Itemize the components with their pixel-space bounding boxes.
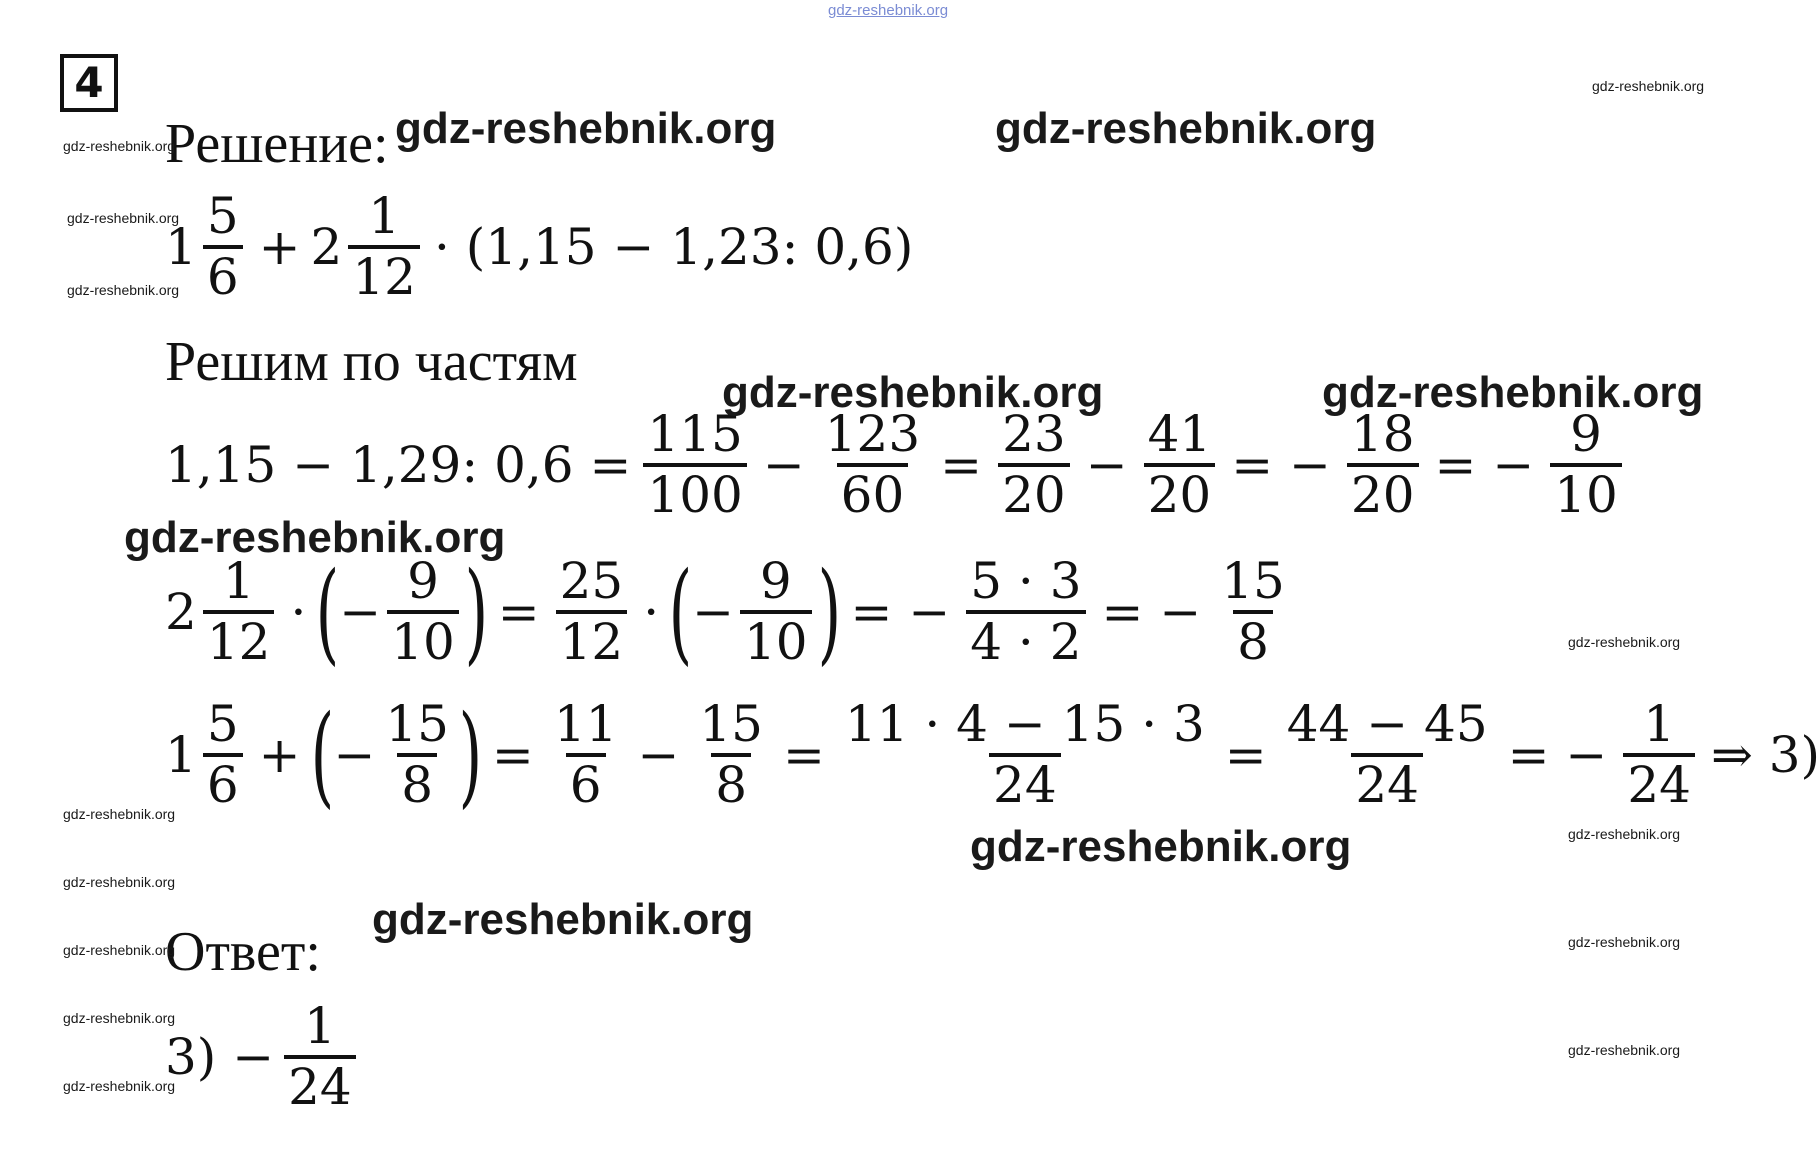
- fraction: [1144, 405, 1216, 524]
- fraction: [556, 552, 628, 671]
- heading-parts: Решим по частям: [165, 331, 578, 393]
- fraction: [284, 997, 356, 1116]
- equals: = −: [1434, 435, 1535, 494]
- fraction: [203, 552, 275, 671]
- numerator: 15: [1221, 552, 1285, 610]
- watermark-small: gdz-reshebnik.org: [63, 874, 176, 890]
- denominator: 24: [284, 1055, 356, 1114]
- numerator: 5: [206, 695, 239, 753]
- numerator: 23: [1002, 405, 1066, 463]
- watermark-small: gdz-reshebnik.org: [63, 806, 176, 822]
- numerator: 1: [222, 552, 255, 610]
- watermark-small: gdz-reshebnik.org: [63, 1010, 176, 1026]
- fraction: [1217, 552, 1289, 671]
- watermark: gdz-reshebnik.org: [995, 104, 1377, 153]
- numerator: 44 − 45: [1286, 695, 1488, 753]
- dot: ·: [290, 582, 307, 641]
- fraction: [821, 405, 924, 524]
- numerator: 11: [553, 695, 618, 753]
- denominator: 8: [711, 753, 751, 812]
- watermark: gdz-reshebnik.org: [970, 822, 1352, 871]
- denominator: 24: [1623, 753, 1695, 812]
- denominator: 10: [1550, 463, 1622, 522]
- problem-number-box: 4: [60, 54, 118, 112]
- fraction: [203, 187, 243, 306]
- plus: +: [258, 725, 301, 784]
- watermark-small: gdz-reshebnik.org: [1568, 826, 1681, 842]
- denominator: 100: [643, 463, 746, 522]
- denominator: 24: [1351, 753, 1423, 812]
- step-line-2: [165, 547, 1295, 676]
- paren-open: (: [668, 547, 693, 676]
- denominator: 12: [203, 610, 275, 669]
- denominator: 20: [998, 463, 1070, 522]
- expression-rest: · (1,15 − 1,23: 0,6): [433, 217, 914, 276]
- operator: −: [1085, 435, 1128, 494]
- numerator: 11 · 4 − 15 · 3: [844, 695, 1205, 753]
- fraction: [1283, 695, 1492, 814]
- numerator: 123: [824, 405, 921, 463]
- watermark-small: gdz-reshebnik.org: [1568, 934, 1681, 950]
- denominator: 6: [566, 753, 606, 812]
- paren-close: ): [458, 690, 483, 819]
- fraction: [203, 695, 243, 814]
- numerator: 18: [1350, 405, 1415, 463]
- fraction: [1550, 405, 1622, 524]
- denominator: 4 · 2: [966, 610, 1085, 669]
- main-expression: [165, 187, 914, 306]
- operator: −: [762, 435, 805, 494]
- dot: ·: [643, 582, 660, 641]
- equals: = −: [1231, 435, 1331, 494]
- numerator: 5 · 3: [970, 552, 1082, 610]
- whole: 2: [165, 582, 197, 641]
- heading-solution: Решение:: [165, 113, 389, 175]
- fraction: [695, 695, 767, 814]
- watermark-small: gdz-reshebnik.org: [67, 282, 180, 298]
- fraction: [966, 552, 1085, 671]
- denominator: 20: [1347, 463, 1419, 522]
- watermark-small: gdz-reshebnik.org: [67, 210, 180, 226]
- paren-close: ): [464, 547, 489, 676]
- denominator: 6: [203, 753, 243, 812]
- minus: −: [692, 582, 734, 641]
- whole-1: 1: [165, 217, 197, 276]
- watermark-small: gdz-reshebnik.org: [1592, 78, 1705, 94]
- numerator: 1: [368, 187, 401, 245]
- numerator: 41: [1147, 405, 1212, 463]
- whole: 1: [165, 725, 197, 784]
- equals: =: [782, 725, 825, 784]
- numerator: 5: [206, 187, 239, 245]
- watermark: gdz-reshebnik.org: [1322, 368, 1704, 417]
- fraction: [1623, 695, 1695, 814]
- numerator: 1: [304, 997, 336, 1055]
- watermark: gdz-reshebnik.org: [722, 368, 1104, 417]
- watermark-small: gdz-reshebnik.org: [1568, 634, 1681, 650]
- denominator: 20: [1144, 463, 1216, 522]
- numerator: 9: [1570, 405, 1602, 463]
- denominator: 60: [837, 463, 909, 522]
- fraction: [998, 405, 1070, 524]
- watermark-small: gdz-reshebnik.org: [1568, 1042, 1681, 1058]
- paren-close: ): [817, 547, 841, 676]
- watermark: gdz-reshebnik.org: [372, 895, 754, 944]
- numerator: 1: [1643, 695, 1676, 753]
- equals: =: [491, 725, 534, 784]
- denominator: 6: [203, 245, 243, 304]
- numerator: 25: [559, 552, 624, 610]
- numerator: 15: [699, 695, 763, 753]
- equals: =: [940, 435, 983, 494]
- equals: = −: [850, 582, 951, 641]
- fraction: [841, 695, 1209, 814]
- numerator: 115: [647, 405, 743, 463]
- watermark: gdz-reshebnik.org: [395, 104, 777, 153]
- fraction: [348, 187, 420, 306]
- denominator: 10: [740, 610, 812, 669]
- step-line-1: [165, 405, 1628, 524]
- equals: = −: [1101, 582, 1202, 641]
- fraction: [740, 552, 812, 671]
- implies-answer: ⇒ 3): [1710, 725, 1820, 784]
- fraction: [1347, 405, 1419, 524]
- watermark: gdz-reshebnik.org: [124, 513, 506, 562]
- operator: −: [637, 725, 680, 784]
- equals: = −: [1507, 725, 1608, 784]
- answer-prefix: 3) −: [165, 1027, 275, 1086]
- operator: +: [258, 217, 301, 276]
- denominator: 8: [1233, 610, 1273, 669]
- watermark-small: gdz-reshebnik.org: [63, 942, 176, 958]
- numerator: 9: [759, 552, 792, 610]
- fraction: [381, 695, 453, 814]
- fraction: [387, 552, 459, 671]
- denominator: 8: [397, 753, 437, 812]
- denominator: 12: [556, 610, 628, 669]
- fraction: [643, 405, 746, 524]
- watermark-small: gdz-reshebnik.org: [63, 138, 176, 154]
- minus: −: [333, 725, 376, 784]
- numerator: 9: [407, 552, 439, 610]
- answer-expression: [165, 997, 362, 1116]
- watermark-small: gdz-reshebnik.org: [63, 1078, 176, 1094]
- equals: =: [497, 582, 540, 641]
- fraction: [550, 695, 622, 814]
- paren-open: (: [316, 547, 340, 676]
- denominator: 10: [387, 610, 459, 669]
- line1-lhs: 1,15 − 1,29: 0,6 =: [165, 435, 632, 494]
- heading-answer: Ответ:: [165, 921, 321, 983]
- denominator: 24: [989, 753, 1061, 812]
- minus: −: [339, 582, 382, 641]
- watermark-top-link[interactable]: gdz-reshebnik.org: [828, 2, 949, 19]
- numerator: 15: [385, 695, 449, 753]
- paren-open: (: [310, 690, 334, 819]
- step-line-3: [165, 690, 1820, 819]
- whole-2: 2: [310, 217, 343, 276]
- equals: =: [1224, 725, 1267, 784]
- denominator: 12: [348, 245, 420, 304]
